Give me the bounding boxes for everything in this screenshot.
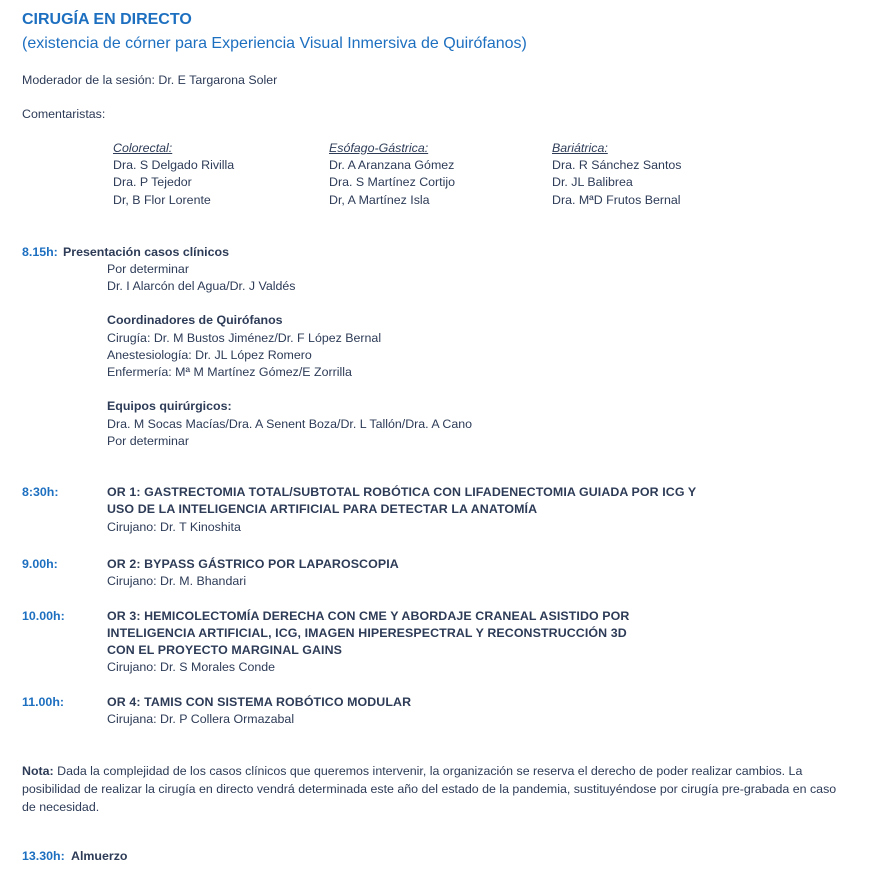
session-title: OR 3: HEMICOLECTOMÍA DERECHA CON CME Y ABORDAJE CRANEAL ASISTIDO POR [107,609,630,623]
session-title: OR 1: GASTRECTOMIA TOTAL/SUBTOTAL ROBÓTICA CON LIFADENECTOMIA GUIADA POR ICG Y [107,485,697,499]
session-time: 9.00h: [22,557,58,571]
teams-line: Dra. M Socas Macías/Dra. A Senent Boza/Dr. L Tallón/Dra. A Cano [107,417,473,431]
session-title: INTELIGENCIA ARTIFICIAL, ICG, IMAGEN HIPERESPECTRAL Y RECONSTRUCCIÓN 3D [107,626,627,640]
teams-title: Equipos quirúrgicos: [107,399,232,413]
presentation-time: 8.15h: [22,245,58,259]
session-time: 11.00h: [22,695,65,709]
session-title: USO DE LA INTELIGENCIA ARTIFICIAL PARA DETECTAR LA ANATOMÍA [107,502,538,516]
commentator-heading-bariatrica: Bariátrica: [552,141,608,155]
commentator-name: Dra. R Sánchez Santos [552,158,682,172]
session-surgeon: Cirujano: Dr. T Kinoshita [107,520,241,534]
session-surgeon: Cirujano: Dr. M. Bhandari [107,574,247,588]
presentation-line: Por determinar [107,262,189,276]
coordinators-line: Cirugía: Dr. M Bustos Jiménez/Dr. F López Bernal [107,331,382,345]
commentator-name: Dr. JL Balibrea [552,175,633,189]
moderator-line: Moderador de la sesión: Dr. E Targarona Soler [22,73,278,87]
note-text: Dada la complejidad de los casos clínicos que queremos intervenir, la organización se reserva el derecho de poder realizar cambios. La posibilidad de realizar la cirugía en directo vendrá determinada este año del estado de la pandemia, sustituyéndose por cirugía pre-grabada en caso de necesidad. [22,764,837,814]
presentation-line: Dr. I Alarcón del Agua/Dr. J Valdés [107,279,296,293]
commentator-name: Dra. S Delgado Rivilla [113,158,235,172]
commentator-name: Dr. A Aranzana Gómez [329,158,455,172]
session-surgeon: Cirujano: Dr. S Morales Conde [107,660,276,674]
coordinators-title: Coordinadores de Quirófanos [107,313,283,327]
presentation-title: Presentación casos clínicos [63,245,229,259]
commentator-heading-esofago: Esófago-Gástrica: [329,141,429,155]
commentator-heading-colorectal: Colorectal: [113,141,173,155]
note-label: Nota: [22,764,54,778]
commentator-name: Dra. S Martínez Cortijo [329,175,456,189]
commentator-name: Dra. MªD Frutos Bernal [552,193,681,207]
commentator-name: Dr, B Flor Lorente [113,193,211,207]
session-title: OR 2: BYPASS GÁSTRICO POR LAPAROSCOPIA [107,557,399,571]
lunch-time: 13.30h: [22,849,65,863]
commentator-name: Dr, A Martínez Isla [329,193,430,207]
commentators-label: Comentaristas: [22,107,106,121]
session-time: 8:30h: [22,485,59,499]
session-surgeon: Cirujana: Dr. P Collera Ormazabal [107,712,295,726]
session-title: CON EL PROYECTO MARGINAL GAINS [107,643,343,657]
lunch-label: Almuerzo [71,849,128,863]
note-paragraph [22,762,842,816]
coordinators-line: Enfermería: Mª M Martínez Gómez/E Zorrilla [107,365,352,379]
teams-line: Por determinar [107,434,189,448]
session-title: OR 4: TAMIS CON SISTEMA ROBÓTICO MODULAR [107,695,412,709]
session-time: 10.00h: [22,609,65,623]
commentator-name: Dra. P Tejedor [113,175,192,189]
coordinators-line: Anestesiología: Dr. JL López Romero [107,348,312,362]
page-subtitle: (existencia de córner para Experiencia Visual Inmersiva de Quirófanos) [22,35,527,52]
page-title: CIRUGÍA EN DIRECTO [22,11,192,28]
